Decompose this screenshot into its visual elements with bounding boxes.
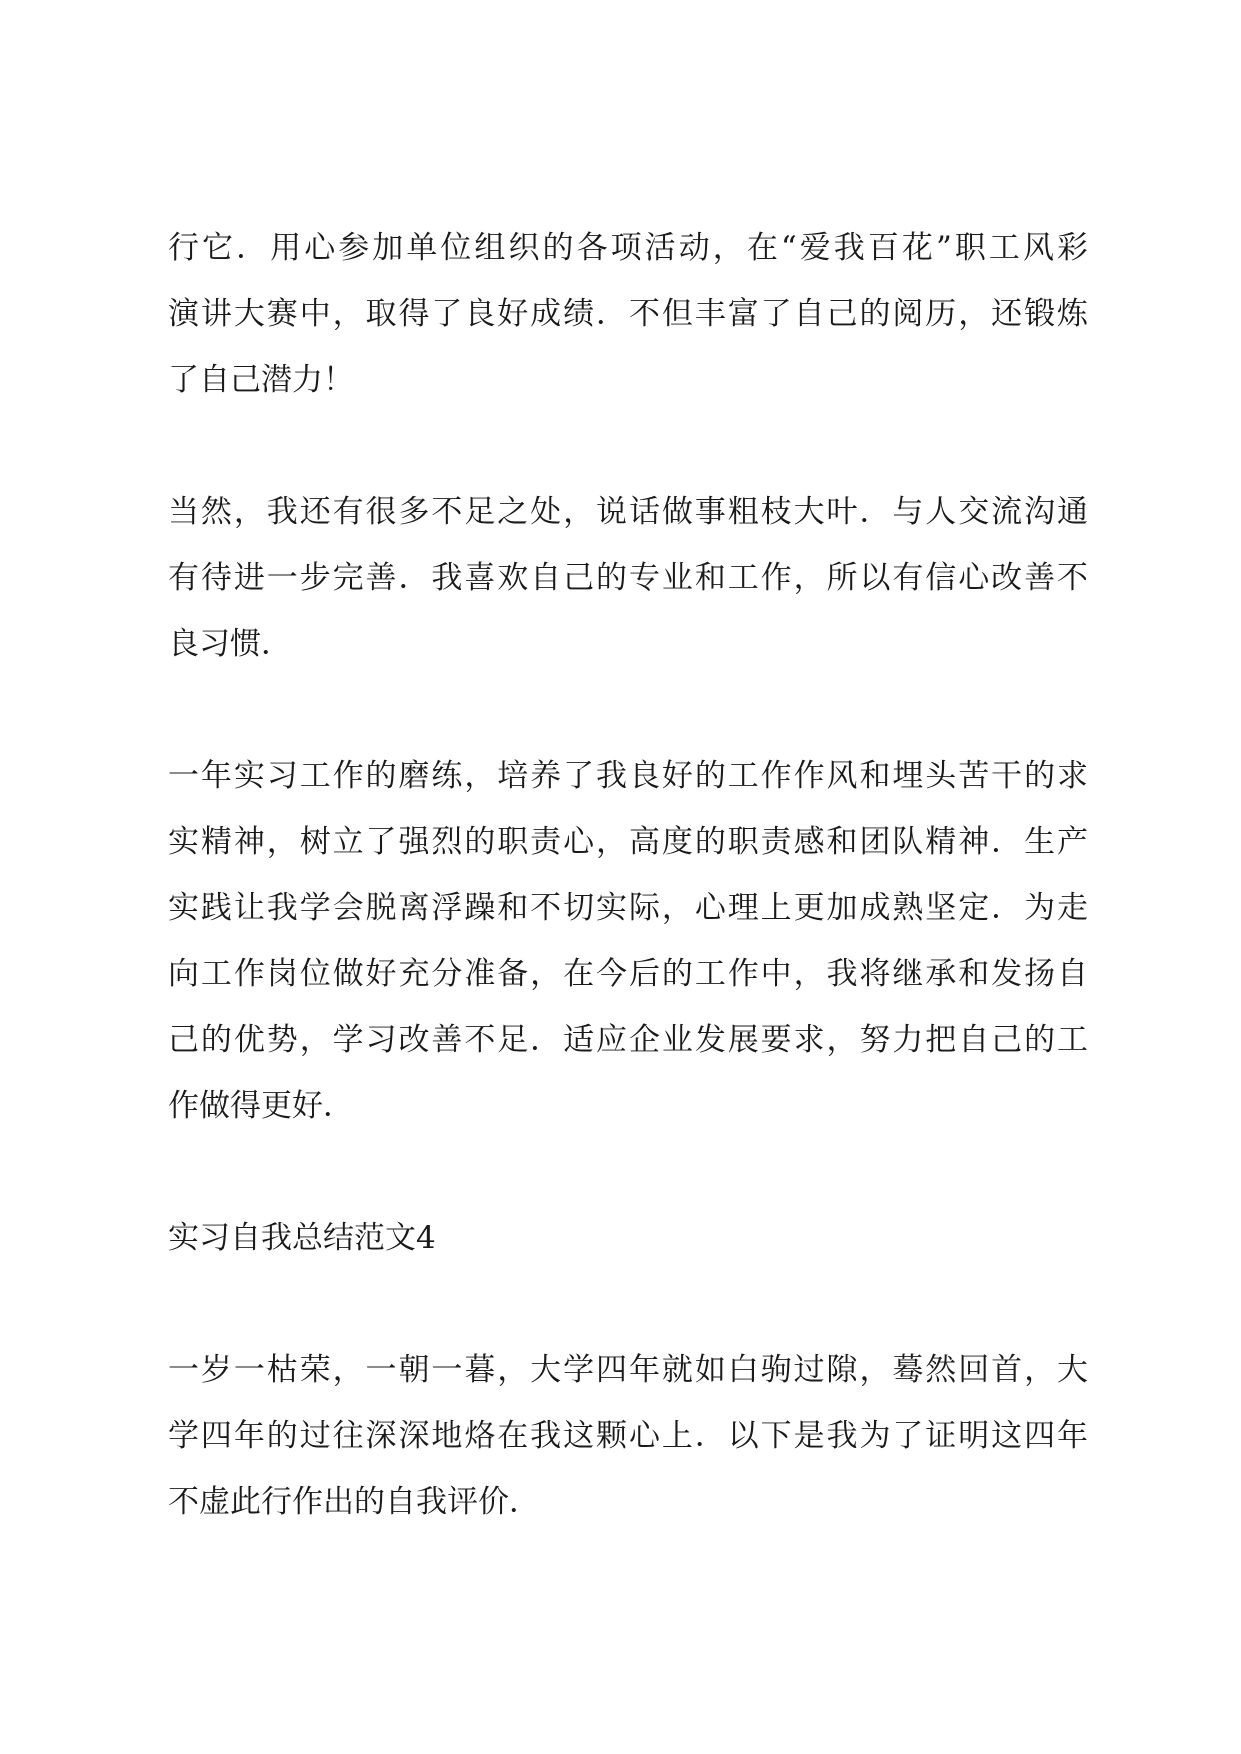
paragraph-3-line: 实践让我学会脱离浮躁和不切实际，心理上更加成熟坚定．为走: [168, 890, 1088, 926]
paragraph-2-line: 当然，我还有很多不足之处，说话做事粗枝大叶．与人交流沟通: [168, 494, 1088, 530]
paragraph-1-line: 演讲大赛中，取得了良好成绩．不但丰富了自己的阅历，还锻炼: [168, 296, 1088, 332]
paragraph-4-line: 学四年的过往深深地烙在我这颗心上．以下是我为了证明这四年: [168, 1418, 1088, 1454]
section-heading: 实习自我总结范文4: [168, 1220, 436, 1256]
paragraph-1-line: 了自己潜力！: [168, 362, 354, 398]
paragraph-3-line: 向工作岗位做好充分准备，在今后的工作中，我将继承和发扬自: [168, 956, 1088, 992]
paragraph-4-line: 不虚此行作出的自我评价．: [168, 1484, 540, 1520]
paragraph-3-line: 作做得更好．: [168, 1088, 354, 1124]
paragraph-3-line: 实精神，树立了强烈的职责心，高度的职责感和团队精神．生产: [168, 824, 1088, 860]
paragraph-2-line: 良习惯．: [168, 626, 292, 662]
paragraph-4-line: 一岁一枯荣，一朝一暮，大学四年就如白驹过隙，蓦然回首，大: [168, 1352, 1088, 1388]
paragraph-2-line: 有待进一步完善．我喜欢自己的专业和工作，所以有信心改善不: [168, 560, 1088, 596]
paragraph-3-line: 己的优势，学习改善不足．适应企业发展要求，努力把自己的工: [168, 1022, 1088, 1058]
paragraph-1-line: 行它．用心参加单位组织的各项活动，在“爱我百花”职工风彩: [168, 230, 1088, 266]
paragraph-3-line: 一年实习工作的磨练，培养了我良好的工作作风和埋头苦干的求: [168, 758, 1088, 794]
